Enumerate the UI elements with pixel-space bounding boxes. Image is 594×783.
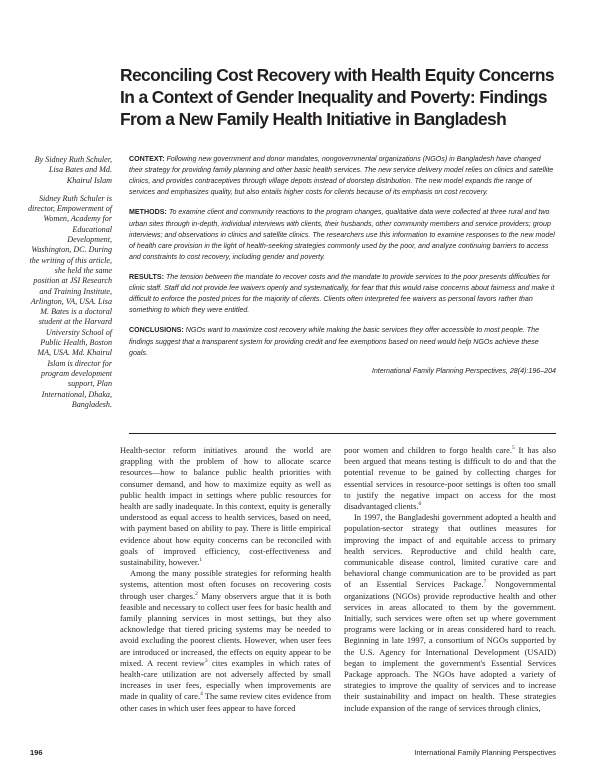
title-line: Reconciling Cost Recovery with Health Equity Concerns xyxy=(120,65,554,85)
title-line: In a Context of Gender Inequality and Poverty: Findings xyxy=(120,87,547,107)
reference-mark: 1 xyxy=(199,557,203,564)
body-text: In 1997, the Bangladeshi government adopted a health and population-sector strategy that outlines measures for improving the impact of and equitable access to primary health services. Reproductive and child health care, communicable disease control, limited curative care and behavioral change communication are to be provided as part of an Essential Services Package. xyxy=(344,512,556,590)
abstract-methods xyxy=(129,207,556,263)
context-text: Following new government and donor mandates, nongovernmental organizations (NGOs) in Bangladesh have changed their strategy for providing family planning and other basic health services. The new service delivery model relies on clinics and satellite clinics, and provides contraceptives through village depots instead of doorstep distribution. The new model expands the range of services and emphasizes quality, but also entails higher costs for clients because of its emphasis on cost recovery. xyxy=(129,155,554,197)
abstract xyxy=(129,154,556,377)
reference-mark: 3 xyxy=(204,657,208,664)
reference-mark: 7 xyxy=(483,579,487,586)
page-number: 196 xyxy=(30,748,43,757)
abstract-conclusions xyxy=(129,325,556,358)
results-label: RESULTS: xyxy=(129,273,164,281)
author-sidebar xyxy=(28,155,112,410)
author-byline: By Sidney Ruth Schuler, Lisa Bates and Md. Khairul Islam xyxy=(34,155,112,185)
body-text: Nongovernmental organizations (NGOs) provide reproductive health and other services in areas allocated to them by the government. Initially, such services were often set up where government programs were lacking or in areas considered hard to reach. Beginning in late 1997, a consortium of NGOs supported by the U.S. Agency for International Development (USAID) began to implement the government's Essential Services Package approach. The NGOs have adopted a variety of strategies to improve the quality of services and to increase their sustainability and impact on health. These strategies include expansion of the range of services through clinics, xyxy=(344,579,556,713)
conclusions-text: NGOs want to maximize cost recovery while making the basic services they offer accessible to most people. The findings suggest that a transparent system for providing credit and fee exemptions based on need would help NGOs achieve these goals. xyxy=(129,326,540,357)
citation: International Family Planning Perspectives, 28(4):196–204 xyxy=(371,366,556,375)
body-column-left xyxy=(120,445,331,714)
title-line: From a New Family Health Initiative in Bangladesh xyxy=(120,109,507,129)
abstract-divider xyxy=(129,433,556,434)
reference-mark: 4 xyxy=(200,691,203,698)
body-paragraph xyxy=(344,445,556,512)
conclusions-label: CONCLUSIONS: xyxy=(129,326,184,335)
body-text: Among the many possible strategies for reforming health systems, attention most often focuses on recovering costs through user charges. xyxy=(120,568,331,601)
reference-mark: 5 xyxy=(511,445,515,451)
body-text: Many observers argue that it is both feasible and necessary to collect user fees for basic health and family planning services in most settings, but they also acknowledge that tiered pricing systems may be needed to avoid excluding the poorest clients. However, when user fees are introduced or increased, the effects on equity appear to be mixed. A recent review xyxy=(120,590,331,668)
author-bio: Sidney Ruth Schuler is director, Empowerment of Women, Academy for Educational Development, Washington, DC. During the writing of this article, she held the same position at JSI Research and Training Institute, Arlington, VA, USA. Lisa M. Bates is a doctoral student at the Harvard University School of Public Health, Boston MA, USA. Md. Khairul Islam is director for program development support, Plan International, Dhaka, Bangladesh. xyxy=(28,193,112,409)
results-text: The tension between the mandate to recover costs and the mandate to provide services to the poor presents difficulties for clinic staff. Staff did not provide fee waivers openly and systematically, for fear that this would raise concerns about fairness and make it difficult to enforce the posted prices for the majority of clients. Clients often interpreted fee waivers as personal favors rather than something to which they were entitled. xyxy=(129,273,555,315)
body-paragraph xyxy=(120,445,331,568)
body-text: Health-sector reform initiatives around the world are grappling with the problem of how to allocate scarce resources—how to balance public health priorities with consumer demand, and how to maximize equity as well as public health impact in settings where public resources for health are sadly inadequate. In this context, equity is generally understood as equal access to health services, based on need, with payment based on ability to pay. There is little empirical evidence about how equity concerns can be reconciled with goals of improved efficiency, cost-effectiveness and sustainability, however. xyxy=(120,445,331,568)
body-paragraph xyxy=(344,512,556,714)
body-text: It has also been argued that means testing is difficult to do and that the potential revenue to be gained by collecting charges for essential services in resource-poor settings is often too small to justify the negative impact on access for the most disadvantaged clients. xyxy=(344,445,556,512)
reference-mark: 6 xyxy=(418,501,422,508)
body-text: poor women and children to forgo health care. xyxy=(344,445,512,455)
body-column-right xyxy=(344,445,556,714)
context-label: CONTEXT: xyxy=(129,155,165,163)
article-title xyxy=(120,64,560,130)
abstract-context xyxy=(129,154,556,199)
abstract-results xyxy=(129,272,556,317)
methods-text: To examine client and community reactions to the program changes, qualitative data were collected at three rural and two urban sites through in-depth, individual interviews with clients, their husbands, other community members and service providers; group interviews; and observations in clinics and satellite clinics. The researchers use this information to examine responses to the new model of health care provision in the light of health-seeking strategies commonly used by the poor, and analyze continuing barriers to access and constraints to cost recovery, including gender and poverty. xyxy=(129,208,555,262)
body-text: The same review cites evidence from other cases in which user fees appear to have forced xyxy=(120,691,332,713)
reference-mark: 2 xyxy=(195,590,198,597)
body-text: cites examples in which rates of health-care utilization are not adversely affected by small increases in user fees, especially when improvements are made in quality of care. xyxy=(120,657,331,702)
journal-footer: International Family Planning Perspectives xyxy=(414,748,556,757)
body-paragraph xyxy=(120,568,331,714)
methods-label: METHODS: xyxy=(129,208,167,217)
